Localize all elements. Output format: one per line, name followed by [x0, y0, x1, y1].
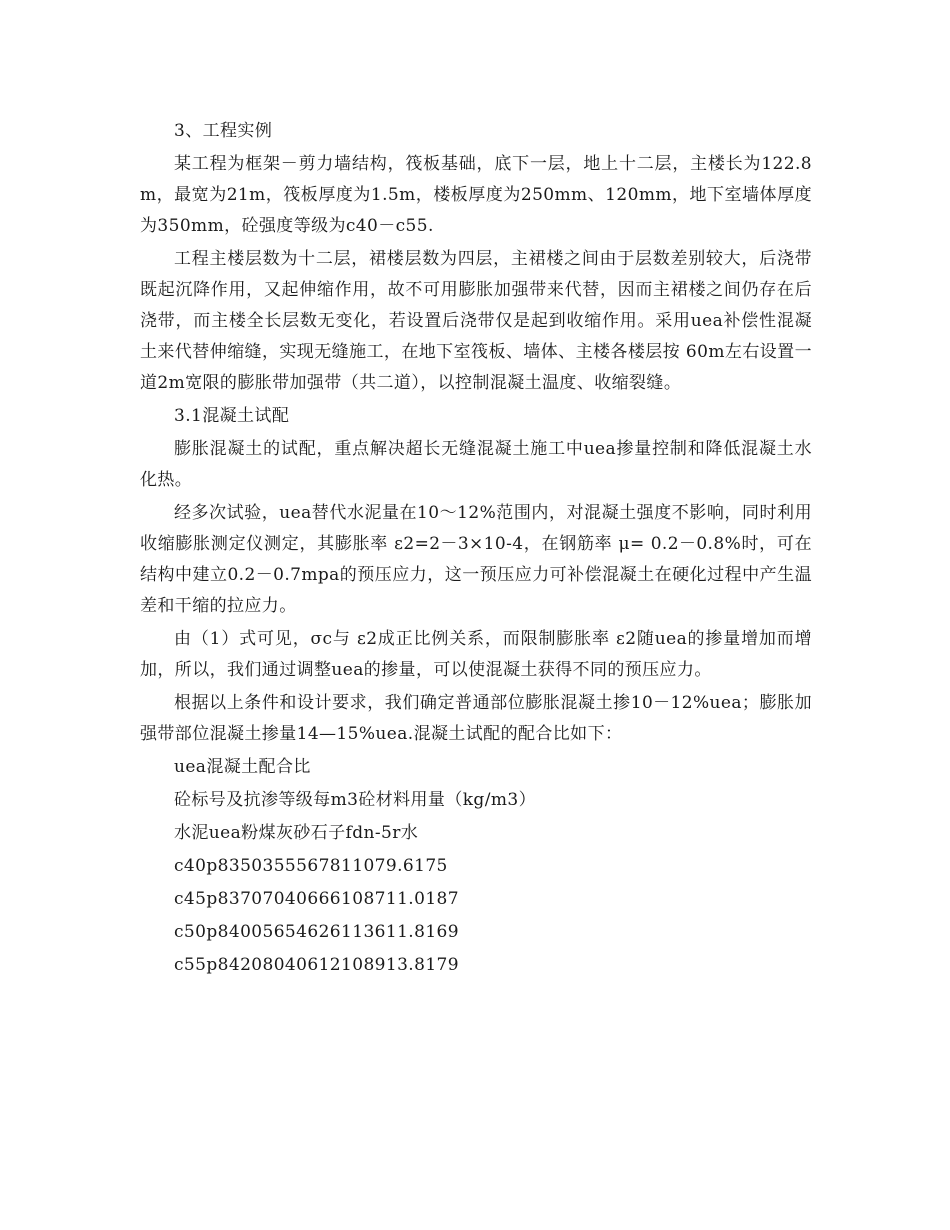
mix-table-row: c55p84208040612108913.8179 — [174, 955, 459, 975]
mix-table-row: c50p84005654626113611.8169 — [174, 922, 459, 942]
mix-table-columns: 水泥uea粉煤灰砂石子fdn-5r水 — [174, 823, 419, 843]
paragraph-trial-mix: 膨胀混凝土的试配，重点解决超长无缝混凝土施工中uea掺量控制和降低混凝土水化热。 — [140, 439, 812, 490]
paragraph-test-results: 经多次试验，uea替代水泥量在10～12%范围内，对混凝土强度不影响，同时利用收缩膨胀测定仪测定，其膨胀率 ε2=2－3×10-4，在钢筋率 μ= 0.2－0.8%时，可在结构中建立0.2－0.7mpa的预压应力，这一预压应力可补偿混凝土在硬化过程中产生温差和干缩的拉应力。 — [140, 503, 812, 616]
subsection-heading: 3.1混凝土试配 — [174, 406, 290, 426]
paragraph-design-dosage: 根据以上条件和设计要求，我们确定普通部位膨胀混凝土掺10－12%uea；膨胀加强带部位混凝土掺量14—15%uea.混凝土试配的配合比如下： — [140, 693, 812, 744]
mix-table-row: c40p8350355567811079.6175 — [174, 856, 448, 876]
mix-table-header: 砼标号及抗渗等级每m3砼材料用量（kg/m3） — [174, 790, 536, 810]
paragraph-project-overview: 某工程为框架－剪力墙结构，筏板基础，底下一层，地上十二层，主楼长为122.8m，最宽为21m，筏板厚度为1.5m，楼板厚度为250mm、120mm，地下室墙体厚度为350mm，砼强度等级为c40－c55. — [140, 154, 812, 236]
paragraph-formula-relation: 由（1）式可见，σc与 ε2成正比例关系，而限制膨胀率 ε2随uea的掺量增加而增加，所以，我们通过调整uea的掺量，可以使混凝土获得不同的预压应力。 — [140, 629, 812, 680]
paragraph-post-cast-strip: 工程主楼层数为十二层，裙楼层数为四层，主裙楼之间由于层数差别较大，后浇带既起沉降作用，又起伸缩作用，故不可用膨胀加强带来代替，因而主裙楼之间仍存在后浇带，而主楼全长层数无变化，若设置后浇带仅是起到收缩作用。采用uea补偿性混凝土来代替伸缩缝，实现无缝施工，在地下室筏板、墙体、主楼各楼层按 60m左右设置一道2m宽限的膨胀带加强带（共二道），以控制混凝土温度、收缩裂缝。 — [140, 249, 812, 393]
mix-table-row: c45p83707040666108711.0187 — [174, 889, 459, 909]
mix-table-title: uea混凝土配合比 — [174, 757, 311, 777]
document-body — [140, 116, 812, 981]
section-heading: 3、工程实例 — [174, 121, 273, 141]
